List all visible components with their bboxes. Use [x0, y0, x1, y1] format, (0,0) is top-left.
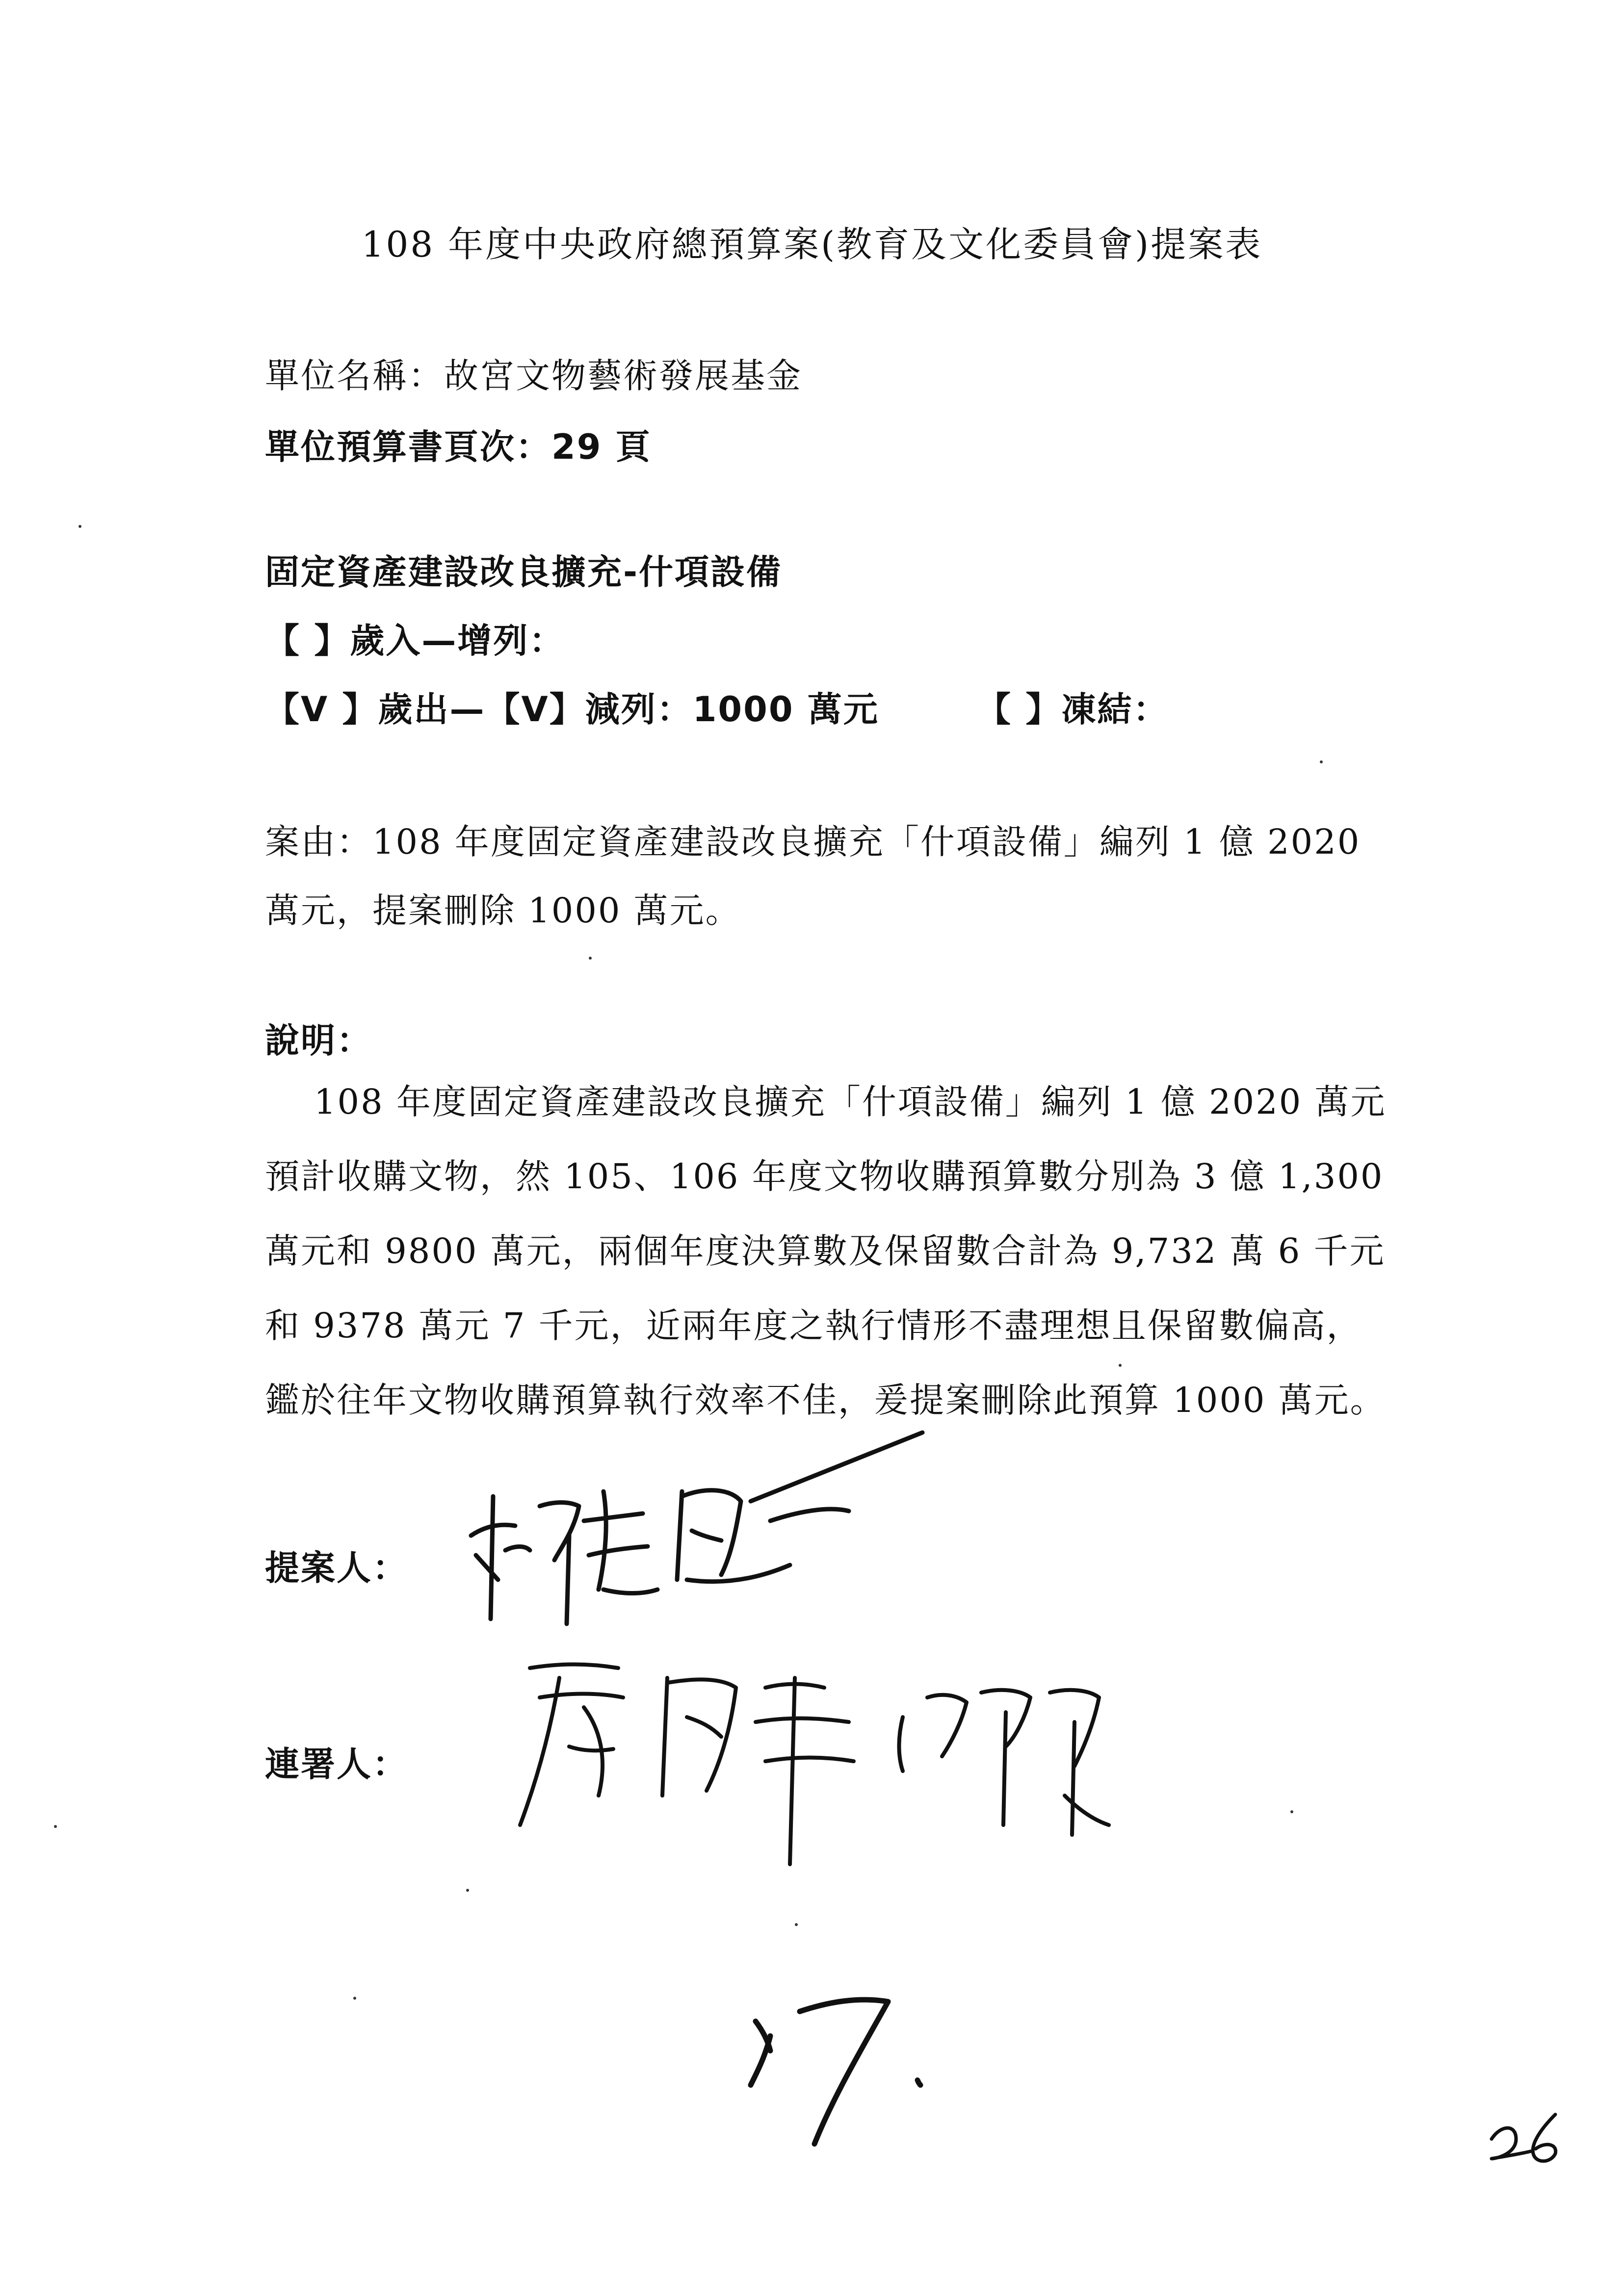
explanation-line: 萬元和 9800 萬元，兩個年度決算數及保留數合計為 9,732 萬 6 千元 [265, 1231, 1386, 1271]
scan-speck [1290, 1810, 1293, 1813]
document-title: 108 年度中央政府總預算案(教育及文化委員會)提案表 [361, 224, 1263, 265]
scan-speck [54, 1825, 57, 1828]
scan-speck [795, 1923, 798, 1926]
handwritten-number [736, 1982, 942, 2159]
explanation-line: 108 年度固定資產建設改良擴充「什項設備」編列 1 億 2020 萬元 [314, 1082, 1387, 1122]
explanation-line: 預計收購文物，然 105、106 年度文物收購預算數分別為 3 億 1,300 [265, 1156, 1384, 1197]
freeze-line: 【 】凍結： [976, 689, 1169, 730]
cosigner-signature [510, 1648, 1148, 1874]
revenue-line: 【 】歲入—增列： [265, 621, 565, 661]
scan-speck [589, 957, 592, 960]
cosigner-label: 連署人： [265, 1744, 408, 1784]
proposer-signature [456, 1433, 971, 1639]
scan-speck [1320, 760, 1323, 763]
scan-speck [1119, 1364, 1122, 1367]
expenditure-line: 【V 】歲出—【V】減列：1000 萬元 [265, 689, 879, 730]
explanation-heading: 說明： [265, 1020, 372, 1061]
scan-speck [466, 1889, 469, 1892]
page-mark [1482, 2105, 1570, 2168]
item-title: 固定資產建設改良擴充-什項設備 [265, 552, 783, 592]
unit-name: 單位名稱：故宮文物藝術發展基金 [265, 356, 802, 396]
budget-page: 單位預算書頁次：29 頁 [265, 427, 652, 467]
explanation-line: 鑑於往年文物收購預算執行效率不佳，爰提案刪除此預算 1000 萬元。 [265, 1380, 1386, 1420]
explanation-body [265, 1065, 1393, 1437]
explanation-line: 和 9378 萬元 7 千元，近兩年度之執行情形不盡理想且保留數偏高， [265, 1305, 1362, 1346]
reason-line-1: 案由：108 年度固定資產建設改良擴充「什項設備」編列 1 億 2020 [265, 822, 1361, 862]
scan-speck [79, 525, 81, 528]
proposer-label: 提案人： [265, 1548, 408, 1588]
reason-line-2: 萬元，提案刪除 1000 萬元。 [265, 890, 741, 931]
scan-speck [353, 1997, 356, 2000]
